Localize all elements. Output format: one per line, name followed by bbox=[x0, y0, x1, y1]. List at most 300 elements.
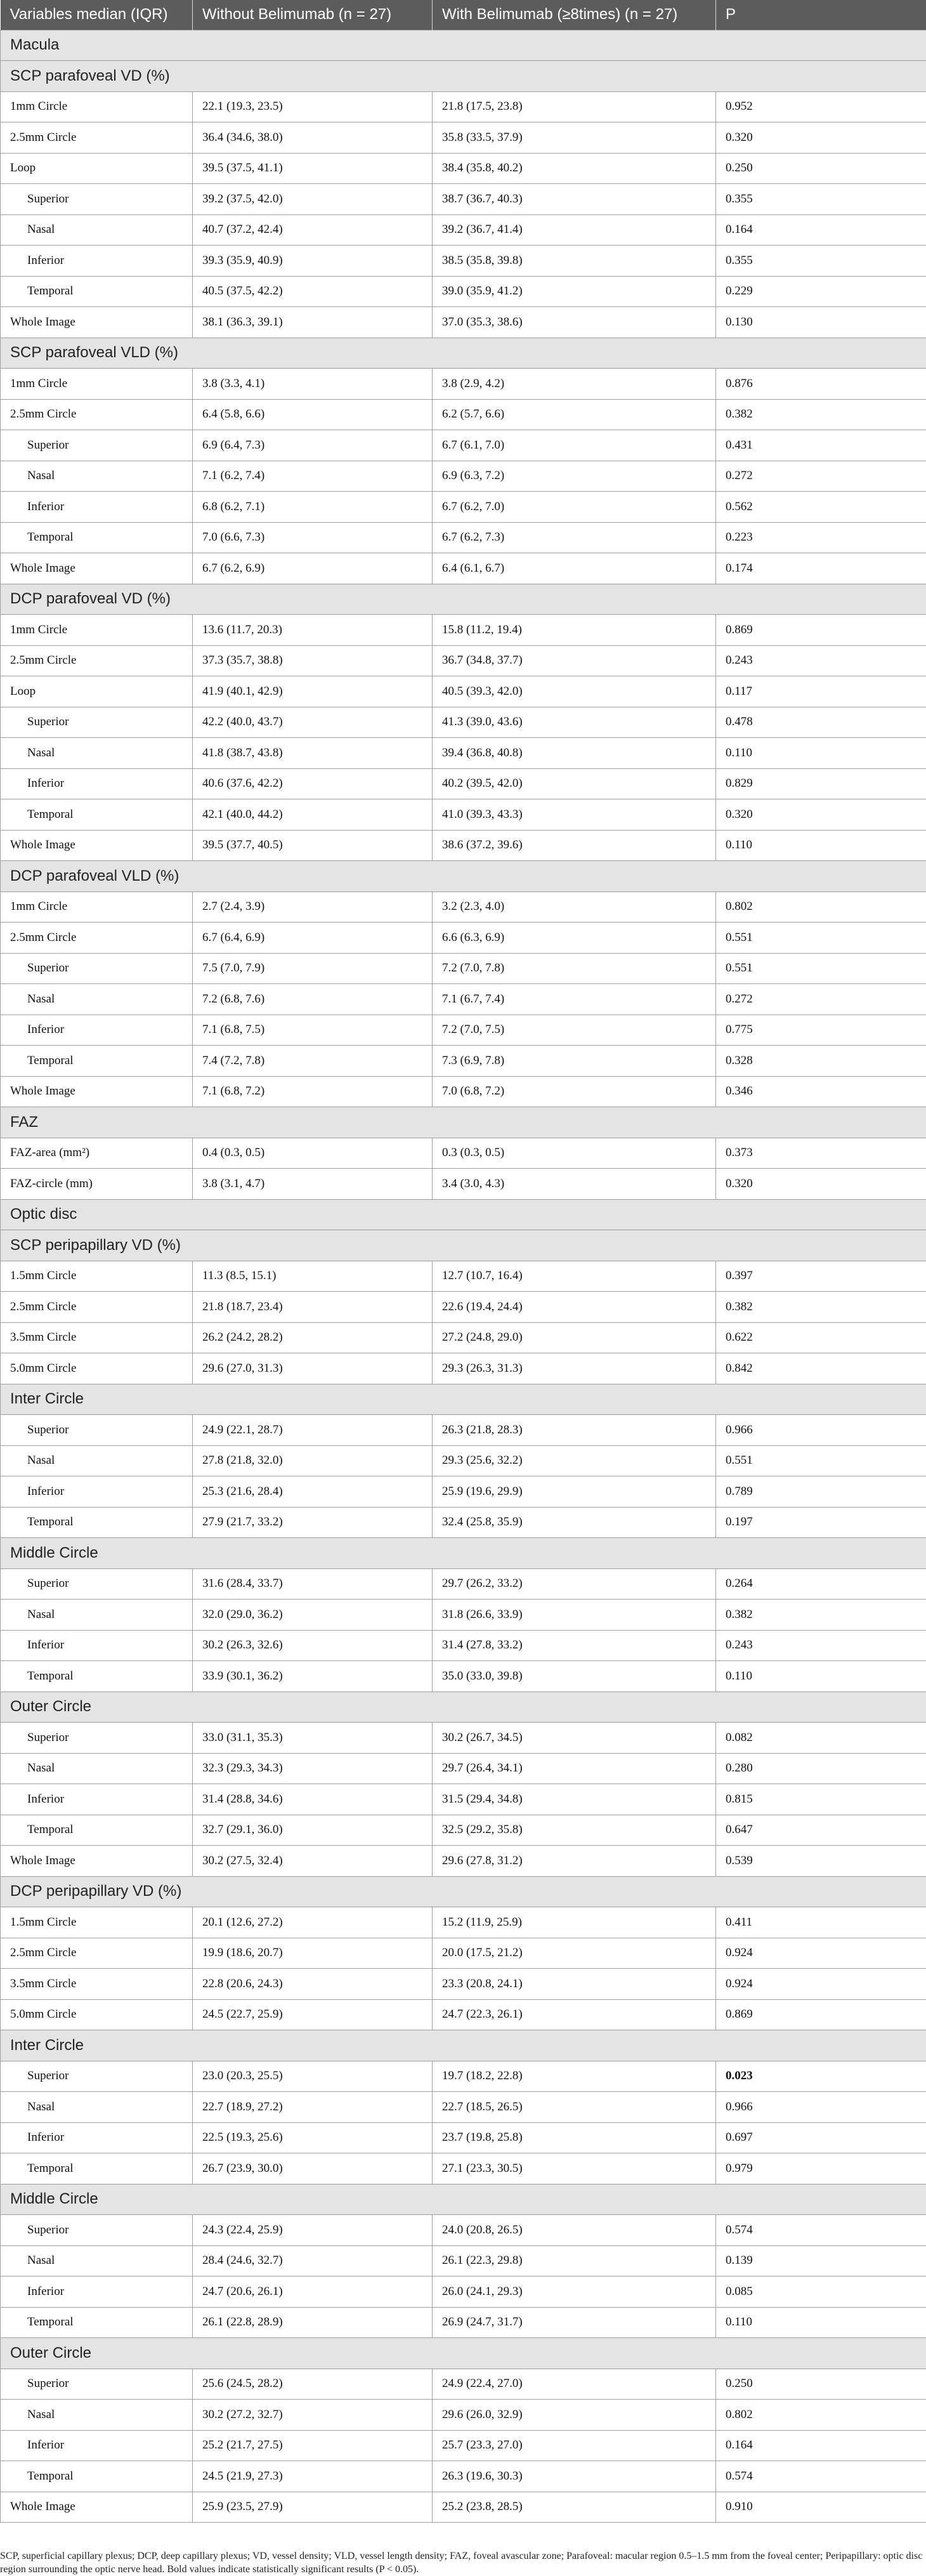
p-value: 0.411 bbox=[716, 1907, 926, 1938]
section-row bbox=[1, 1107, 926, 1138]
section-label: Middle Circle bbox=[1, 2184, 926, 2215]
without-belimumab-value: 32.7 (29.1, 36.0) bbox=[193, 1815, 433, 1846]
row-label: 5.0mm Circle bbox=[1, 1999, 193, 2030]
section-row bbox=[1, 2338, 926, 2369]
row-label: 1mm Circle bbox=[1, 891, 193, 923]
row-label: Inferior bbox=[1, 1015, 193, 1046]
table-row bbox=[1, 1723, 926, 1754]
row-label: Inferior bbox=[1, 2430, 193, 2461]
p-value: 0.280 bbox=[716, 1753, 926, 1784]
section-row bbox=[1, 1230, 926, 1261]
without-belimumab-value: 38.1 (36.3, 39.1) bbox=[193, 307, 433, 338]
p-value: 0.815 bbox=[716, 1784, 926, 1815]
p-value: 0.966 bbox=[716, 2092, 926, 2123]
section-row bbox=[1, 584, 926, 615]
section-row bbox=[1, 1692, 926, 1723]
row-label: Whole Image bbox=[1, 830, 193, 861]
section-label: Inter Circle bbox=[1, 2030, 926, 2061]
table-row bbox=[1, 1507, 926, 1538]
p-value: 0.110 bbox=[716, 738, 926, 769]
row-label: Inferior bbox=[1, 1476, 193, 1508]
table-row bbox=[1, 1999, 926, 2030]
p-value: 0.924 bbox=[716, 1969, 926, 2000]
p-value: 0.539 bbox=[716, 1846, 926, 1877]
table-row bbox=[1, 799, 926, 831]
with-belimumab-value: 39.2 (36.7, 41.4) bbox=[433, 214, 716, 246]
row-label: Temporal bbox=[1, 2153, 193, 2185]
table-row bbox=[1, 1445, 926, 1476]
without-belimumab-value: 27.9 (21.7, 33.2) bbox=[193, 1507, 433, 1538]
with-belimumab-value: 29.3 (25.6, 32.2) bbox=[433, 1445, 716, 1476]
row-label: Inferior bbox=[1, 492, 193, 523]
p-value: 0.243 bbox=[716, 645, 926, 676]
table-row bbox=[1, 1015, 926, 1046]
p-value: 0.869 bbox=[716, 615, 926, 646]
row-label: Temporal bbox=[1, 799, 193, 831]
without-belimumab-value: 22.1 (19.3, 23.5) bbox=[193, 91, 433, 122]
with-belimumab-value: 40.5 (39.3, 42.0) bbox=[433, 676, 716, 707]
with-belimumab-value: 30.2 (26.7, 34.5) bbox=[433, 1723, 716, 1754]
row-label: Inferior bbox=[1, 1784, 193, 1815]
with-belimumab-value: 25.2 (23.8, 28.5) bbox=[433, 2492, 716, 2523]
without-belimumab-value: 27.8 (21.8, 32.0) bbox=[193, 1445, 433, 1476]
p-value: 0.397 bbox=[716, 1261, 926, 1292]
row-label: 1.5mm Circle bbox=[1, 1261, 193, 1292]
with-belimumab-value: 26.3 (19.6, 30.3) bbox=[433, 2461, 716, 2492]
table-row bbox=[1, 2369, 926, 2400]
p-value: 0.697 bbox=[716, 2122, 926, 2153]
p-value: 0.562 bbox=[716, 492, 926, 523]
table-row bbox=[1, 830, 926, 861]
table-row bbox=[1, 1322, 926, 1353]
row-label: Temporal bbox=[1, 276, 193, 307]
with-belimumab-value: 41.0 (39.3, 43.3) bbox=[433, 799, 716, 831]
section-row bbox=[1, 1384, 926, 1415]
with-belimumab-value: 23.7 (19.8, 25.8) bbox=[433, 2122, 716, 2153]
with-belimumab-value: 24.7 (22.3, 26.1) bbox=[433, 1999, 716, 2030]
table-row bbox=[1, 1353, 926, 1384]
p-value: 0.551 bbox=[716, 923, 926, 954]
section-row bbox=[1, 61, 926, 92]
p-value: 0.551 bbox=[716, 953, 926, 984]
with-belimumab-value: 22.6 (19.4, 24.4) bbox=[433, 1292, 716, 1323]
row-label: Temporal bbox=[1, 1046, 193, 1077]
p-value: 0.320 bbox=[716, 799, 926, 831]
without-belimumab-value: 11.3 (8.5, 15.1) bbox=[193, 1261, 433, 1292]
with-belimumab-value: 3.4 (3.0, 4.3) bbox=[433, 1169, 716, 1200]
table-row bbox=[1, 2430, 926, 2461]
row-label: 1mm Circle bbox=[1, 369, 193, 400]
p-value: 0.869 bbox=[716, 1999, 926, 2030]
p-value: 0.382 bbox=[716, 1600, 926, 1631]
row-label: 1mm Circle bbox=[1, 615, 193, 646]
with-belimumab-value: 35.0 (33.0, 39.8) bbox=[433, 1661, 716, 1692]
p-value: 0.346 bbox=[716, 1076, 926, 1107]
p-value: 0.264 bbox=[716, 1568, 926, 1600]
p-value: 0.373 bbox=[716, 1138, 926, 1169]
p-value: 0.250 bbox=[716, 153, 926, 184]
table-row bbox=[1, 1076, 926, 1107]
table-row bbox=[1, 2215, 926, 2246]
with-belimumab-value: 40.2 (39.5, 42.0) bbox=[433, 768, 716, 799]
row-label: 2.5mm Circle bbox=[1, 1938, 193, 1969]
row-label: Superior bbox=[1, 430, 193, 461]
row-label: Whole Image bbox=[1, 553, 193, 584]
section-label: SCP peripapillary VD (%) bbox=[1, 1230, 926, 1261]
p-value: 0.842 bbox=[716, 1353, 926, 1384]
row-label: Nasal bbox=[1, 1445, 193, 1476]
table-row bbox=[1, 1292, 926, 1323]
with-belimumab-value: 6.7 (6.2, 7.0) bbox=[433, 492, 716, 523]
with-belimumab-value: 31.5 (29.4, 34.8) bbox=[433, 1784, 716, 1815]
without-belimumab-value: 26.1 (22.8, 28.9) bbox=[193, 2307, 433, 2338]
without-belimumab-value: 7.0 (6.6, 7.3) bbox=[193, 522, 433, 553]
row-label: Nasal bbox=[1, 2400, 193, 2431]
without-belimumab-value: 22.8 (20.6, 24.3) bbox=[193, 1969, 433, 2000]
with-belimumab-value: 35.8 (33.5, 37.9) bbox=[433, 122, 716, 154]
table-row bbox=[1, 891, 926, 923]
with-belimumab-value: 27.2 (24.8, 29.0) bbox=[433, 1322, 716, 1353]
table-row bbox=[1, 2307, 926, 2338]
table-row bbox=[1, 553, 926, 584]
without-belimumab-value: 41.9 (40.1, 42.9) bbox=[193, 676, 433, 707]
with-belimumab-value: 20.0 (17.5, 21.2) bbox=[433, 1938, 716, 1969]
with-belimumab-value: 39.0 (35.9, 41.2) bbox=[433, 276, 716, 307]
header-variables: Variables median (IQR) bbox=[1, 0, 193, 30]
row-label: 2.5mm Circle bbox=[1, 645, 193, 676]
with-belimumab-value: 25.7 (23.3, 27.0) bbox=[433, 2430, 716, 2461]
table-row bbox=[1, 2153, 926, 2185]
without-belimumab-value: 6.7 (6.4, 6.9) bbox=[193, 923, 433, 954]
table-row bbox=[1, 1661, 926, 1692]
row-label: 2.5mm Circle bbox=[1, 399, 193, 430]
with-belimumab-value: 3.2 (2.3, 4.0) bbox=[433, 891, 716, 923]
with-belimumab-value: 38.6 (37.2, 39.6) bbox=[433, 830, 716, 861]
table-row bbox=[1, 1476, 926, 1508]
with-belimumab-value: 7.2 (7.0, 7.5) bbox=[433, 1015, 716, 1046]
p-value: 0.272 bbox=[716, 461, 926, 492]
table-row bbox=[1, 615, 926, 646]
without-belimumab-value: 7.1 (6.2, 7.4) bbox=[193, 461, 433, 492]
with-belimumab-value: 7.1 (6.7, 7.4) bbox=[433, 984, 716, 1015]
with-belimumab-value: 24.9 (22.4, 27.0) bbox=[433, 2369, 716, 2400]
row-label: 1mm Circle bbox=[1, 91, 193, 122]
p-value: 0.829 bbox=[716, 768, 926, 799]
with-belimumab-value: 22.7 (18.5, 26.5) bbox=[433, 2092, 716, 2123]
with-belimumab-value: 26.9 (24.7, 31.7) bbox=[433, 2307, 716, 2338]
without-belimumab-value: 33.0 (31.1, 35.3) bbox=[193, 1723, 433, 1754]
with-belimumab-value: 26.3 (21.8, 28.3) bbox=[433, 1415, 716, 1446]
p-value: 0.110 bbox=[716, 2307, 926, 2338]
with-belimumab-value: 24.0 (20.8, 26.5) bbox=[433, 2215, 716, 2246]
with-belimumab-value: 7.0 (6.8, 7.2) bbox=[433, 1076, 716, 1107]
row-label: Superior bbox=[1, 1568, 193, 1600]
p-value: 0.382 bbox=[716, 399, 926, 430]
section-label: Middle Circle bbox=[1, 1538, 926, 1569]
without-belimumab-value: 25.9 (23.5, 27.9) bbox=[193, 2492, 433, 2523]
with-belimumab-value: 6.6 (6.3, 6.9) bbox=[433, 923, 716, 954]
header-with-belimumab: With Belimumab (≥8times) (n = 27) bbox=[433, 0, 716, 30]
table-row bbox=[1, 1938, 926, 1969]
p-value: 0.647 bbox=[716, 1815, 926, 1846]
table-row bbox=[1, 276, 926, 307]
without-belimumab-value: 28.4 (24.6, 32.7) bbox=[193, 2245, 433, 2277]
section-label: DCP parafoveal VLD (%) bbox=[1, 861, 926, 892]
section-row bbox=[1, 1538, 926, 1569]
table-row bbox=[1, 1415, 926, 1446]
without-belimumab-value: 3.8 (3.1, 4.7) bbox=[193, 1169, 433, 1200]
table-row bbox=[1, 1046, 926, 1077]
without-belimumab-value: 13.6 (11.7, 20.3) bbox=[193, 615, 433, 646]
table-row bbox=[1, 738, 926, 769]
without-belimumab-value: 6.4 (5.8, 6.6) bbox=[193, 399, 433, 430]
with-belimumab-value: 29.3 (26.3, 31.3) bbox=[433, 1353, 716, 1384]
with-belimumab-value: 15.2 (11.9, 25.9) bbox=[433, 1907, 716, 1938]
p-value: 0.551 bbox=[716, 1445, 926, 1476]
with-belimumab-value: 26.1 (22.3, 29.8) bbox=[433, 2245, 716, 2277]
header-without-belimumab: Without Belimumab (n = 27) bbox=[193, 0, 433, 30]
table-row bbox=[1, 2245, 926, 2277]
table-row bbox=[1, 246, 926, 277]
with-belimumab-value: 3.8 (2.9, 4.2) bbox=[433, 369, 716, 400]
table-row bbox=[1, 307, 926, 338]
table-row bbox=[1, 2061, 926, 2092]
with-belimumab-value: 38.7 (36.7, 40.3) bbox=[433, 184, 716, 215]
row-label: Nasal bbox=[1, 214, 193, 246]
row-label: Nasal bbox=[1, 461, 193, 492]
row-label: Superior bbox=[1, 1415, 193, 1446]
without-belimumab-value: 29.6 (27.0, 31.3) bbox=[193, 1353, 433, 1384]
table-row bbox=[1, 430, 926, 461]
with-belimumab-value: 39.4 (36.8, 40.8) bbox=[433, 738, 716, 769]
section-row bbox=[1, 30, 926, 61]
table-row bbox=[1, 1969, 926, 2000]
table-row bbox=[1, 492, 926, 523]
row-label: Inferior bbox=[1, 246, 193, 277]
table-row bbox=[1, 1169, 926, 1200]
section-label: Macula bbox=[1, 30, 926, 61]
section-row bbox=[1, 2030, 926, 2061]
p-value: 0.023 bbox=[716, 2061, 926, 2092]
without-belimumab-value: 40.7 (37.2, 42.4) bbox=[193, 214, 433, 246]
without-belimumab-value: 24.3 (22.4, 25.9) bbox=[193, 2215, 433, 2246]
with-belimumab-value: 36.7 (34.8, 37.7) bbox=[433, 645, 716, 676]
without-belimumab-value: 30.2 (27.5, 32.4) bbox=[193, 1846, 433, 1877]
table-body bbox=[1, 30, 926, 2523]
with-belimumab-value: 6.7 (6.2, 7.3) bbox=[433, 522, 716, 553]
p-value: 0.250 bbox=[716, 2369, 926, 2400]
row-label: Temporal bbox=[1, 1507, 193, 1538]
with-belimumab-value: 6.7 (6.1, 7.0) bbox=[433, 430, 716, 461]
without-belimumab-value: 39.2 (37.5, 42.0) bbox=[193, 184, 433, 215]
without-belimumab-value: 36.4 (34.6, 38.0) bbox=[193, 122, 433, 154]
without-belimumab-value: 23.0 (20.3, 25.5) bbox=[193, 2061, 433, 2092]
without-belimumab-value: 7.5 (7.0, 7.9) bbox=[193, 953, 433, 984]
row-label: 3.5mm Circle bbox=[1, 1969, 193, 2000]
with-belimumab-value: 29.7 (26.4, 34.1) bbox=[433, 1753, 716, 1784]
p-value: 0.355 bbox=[716, 184, 926, 215]
row-label: Inferior bbox=[1, 1630, 193, 1661]
p-value: 0.910 bbox=[716, 2492, 926, 2523]
row-label: Superior bbox=[1, 184, 193, 215]
without-belimumab-value: 7.1 (6.8, 7.5) bbox=[193, 1015, 433, 1046]
section-row bbox=[1, 2184, 926, 2215]
table-row bbox=[1, 122, 926, 154]
row-label: Whole Image bbox=[1, 1846, 193, 1877]
row-label: Nasal bbox=[1, 2092, 193, 2123]
with-belimumab-value: 6.4 (6.1, 6.7) bbox=[433, 553, 716, 584]
p-value: 0.164 bbox=[716, 214, 926, 246]
row-label: Nasal bbox=[1, 1600, 193, 1631]
without-belimumab-value: 25.3 (21.6, 28.4) bbox=[193, 1476, 433, 1508]
table-row bbox=[1, 953, 926, 984]
p-value: 0.478 bbox=[716, 707, 926, 738]
without-belimumab-value: 24.5 (21.9, 27.3) bbox=[193, 2461, 433, 2492]
table-row bbox=[1, 2400, 926, 2431]
row-label: Inferior bbox=[1, 2277, 193, 2308]
without-belimumab-value: 24.9 (22.1, 28.7) bbox=[193, 1415, 433, 1446]
row-label: FAZ-circle (mm) bbox=[1, 1169, 193, 1200]
table-row bbox=[1, 768, 926, 799]
row-label: Superior bbox=[1, 1723, 193, 1754]
row-label: Whole Image bbox=[1, 2492, 193, 2523]
p-value: 0.320 bbox=[716, 1169, 926, 1200]
section-row bbox=[1, 861, 926, 892]
with-belimumab-value: 29.6 (27.8, 31.2) bbox=[433, 1846, 716, 1877]
row-label: Superior bbox=[1, 707, 193, 738]
without-belimumab-value: 25.6 (24.5, 28.2) bbox=[193, 2369, 433, 2400]
table-row bbox=[1, 984, 926, 1015]
p-value: 0.789 bbox=[716, 1476, 926, 1508]
p-value: 0.272 bbox=[716, 984, 926, 1015]
without-belimumab-value: 0.4 (0.3, 0.5) bbox=[193, 1138, 433, 1169]
with-belimumab-value: 12.7 (10.7, 16.4) bbox=[433, 1261, 716, 1292]
row-label: 2.5mm Circle bbox=[1, 1292, 193, 1323]
row-label: Temporal bbox=[1, 522, 193, 553]
with-belimumab-value: 38.5 (35.8, 39.8) bbox=[433, 246, 716, 277]
without-belimumab-value: 6.9 (6.4, 7.3) bbox=[193, 430, 433, 461]
section-label: SCP parafoveal VD (%) bbox=[1, 61, 926, 92]
p-value: 0.243 bbox=[716, 1630, 926, 1661]
table-row bbox=[1, 1753, 926, 1784]
row-label: Inferior bbox=[1, 768, 193, 799]
p-value: 0.952 bbox=[716, 91, 926, 122]
without-belimumab-value: 7.1 (6.8, 7.2) bbox=[193, 1076, 433, 1107]
table-row bbox=[1, 2122, 926, 2153]
table-footnote: SCP, superficial capillary plexus; DCP, deep capillary plexus; VD, vessel density; VLD, vessel length density; FAZ, foveal avascular zone; Parafoveal: macular region 0.5–1.5 mm from the foveal center; Peripapillary: optic disc region surrounding the optic nerve head. Bold values indicate statistically significant results (P < 0.05). bbox=[0, 2548, 926, 2576]
row-label: Temporal bbox=[1, 1815, 193, 1846]
table-row bbox=[1, 1600, 926, 1631]
table-row bbox=[1, 91, 926, 122]
without-belimumab-value: 7.4 (7.2, 7.8) bbox=[193, 1046, 433, 1077]
without-belimumab-value: 24.7 (20.6, 26.1) bbox=[193, 2277, 433, 2308]
with-belimumab-value: 0.3 (0.3, 0.5) bbox=[433, 1138, 716, 1169]
table-row bbox=[1, 676, 926, 707]
with-belimumab-value: 6.9 (6.3, 7.2) bbox=[433, 461, 716, 492]
without-belimumab-value: 32.0 (29.0, 36.2) bbox=[193, 1600, 433, 1631]
without-belimumab-value: 30.2 (26.3, 32.6) bbox=[193, 1630, 433, 1661]
without-belimumab-value: 22.7 (18.9, 27.2) bbox=[193, 2092, 433, 2123]
section-label: DCP peripapillary VD (%) bbox=[1, 1876, 926, 1907]
without-belimumab-value: 32.3 (29.3, 34.3) bbox=[193, 1753, 433, 1784]
without-belimumab-value: 2.7 (2.4, 3.9) bbox=[193, 891, 433, 923]
without-belimumab-value: 41.8 (38.7, 43.8) bbox=[193, 738, 433, 769]
section-label: Outer Circle bbox=[1, 2338, 926, 2369]
p-value: 0.117 bbox=[716, 676, 926, 707]
p-value: 0.802 bbox=[716, 891, 926, 923]
section-label: DCP parafoveal VD (%) bbox=[1, 584, 926, 615]
with-belimumab-value: 27.1 (23.3, 30.5) bbox=[433, 2153, 716, 2185]
p-value: 0.382 bbox=[716, 1292, 926, 1323]
with-belimumab-value: 32.4 (25.8, 35.9) bbox=[433, 1507, 716, 1538]
with-belimumab-value: 37.0 (35.3, 38.6) bbox=[433, 307, 716, 338]
p-value: 0.802 bbox=[716, 2400, 926, 2431]
without-belimumab-value: 20.1 (12.6, 27.2) bbox=[193, 1907, 433, 1938]
table-row bbox=[1, 214, 926, 246]
without-belimumab-value: 22.5 (19.3, 25.6) bbox=[193, 2122, 433, 2153]
row-label: Temporal bbox=[1, 1661, 193, 1692]
without-belimumab-value: 6.7 (6.2, 6.9) bbox=[193, 553, 433, 584]
without-belimumab-value: 30.2 (27.2, 32.7) bbox=[193, 2400, 433, 2431]
row-label: 1.5mm Circle bbox=[1, 1907, 193, 1938]
with-belimumab-value: 41.3 (39.0, 43.6) bbox=[433, 707, 716, 738]
p-value: 0.164 bbox=[716, 2430, 926, 2461]
table-row bbox=[1, 1568, 926, 1600]
row-label: Nasal bbox=[1, 1753, 193, 1784]
section-label: Inter Circle bbox=[1, 1384, 926, 1415]
with-belimumab-value: 25.9 (19.6, 29.9) bbox=[433, 1476, 716, 1508]
table-row bbox=[1, 2492, 926, 2523]
with-belimumab-value: 38.4 (35.8, 40.2) bbox=[433, 153, 716, 184]
p-value: 0.082 bbox=[716, 1723, 926, 1754]
section-row bbox=[1, 1199, 926, 1230]
table-row bbox=[1, 399, 926, 430]
with-belimumab-value: 21.8 (17.5, 23.8) bbox=[433, 91, 716, 122]
without-belimumab-value: 39.5 (37.5, 41.1) bbox=[193, 153, 433, 184]
with-belimumab-value: 15.8 (11.2, 19.4) bbox=[433, 615, 716, 646]
row-label: 5.0mm Circle bbox=[1, 1353, 193, 1384]
row-label: Nasal bbox=[1, 2245, 193, 2277]
with-belimumab-value: 23.3 (20.8, 24.1) bbox=[433, 1969, 716, 2000]
p-value: 0.110 bbox=[716, 830, 926, 861]
row-label: Nasal bbox=[1, 738, 193, 769]
table-row bbox=[1, 184, 926, 215]
section-label: Outer Circle bbox=[1, 1692, 926, 1723]
table-row bbox=[1, 707, 926, 738]
p-value: 0.355 bbox=[716, 246, 926, 277]
section-label: FAZ bbox=[1, 1107, 926, 1138]
without-belimumab-value: 40.5 (37.5, 42.2) bbox=[193, 276, 433, 307]
row-label: Whole Image bbox=[1, 1076, 193, 1107]
table-row bbox=[1, 1815, 926, 1846]
without-belimumab-value: 39.5 (37.7, 40.5) bbox=[193, 830, 433, 861]
section-label: SCP parafoveal VLD (%) bbox=[1, 338, 926, 369]
without-belimumab-value: 26.2 (24.2, 28.2) bbox=[193, 1322, 433, 1353]
p-value: 0.320 bbox=[716, 122, 926, 154]
p-value: 0.197 bbox=[716, 1507, 926, 1538]
p-value: 0.139 bbox=[716, 2245, 926, 2277]
table-row bbox=[1, 1630, 926, 1661]
table-row bbox=[1, 1261, 926, 1292]
row-label: Superior bbox=[1, 2061, 193, 2092]
p-value: 0.775 bbox=[716, 1015, 926, 1046]
table-row bbox=[1, 923, 926, 954]
with-belimumab-value: 26.0 (24.1, 29.3) bbox=[433, 2277, 716, 2308]
table-row bbox=[1, 1907, 926, 1938]
row-label: Temporal bbox=[1, 2461, 193, 2492]
table-row bbox=[1, 2461, 926, 2492]
p-value: 0.110 bbox=[716, 1661, 926, 1692]
